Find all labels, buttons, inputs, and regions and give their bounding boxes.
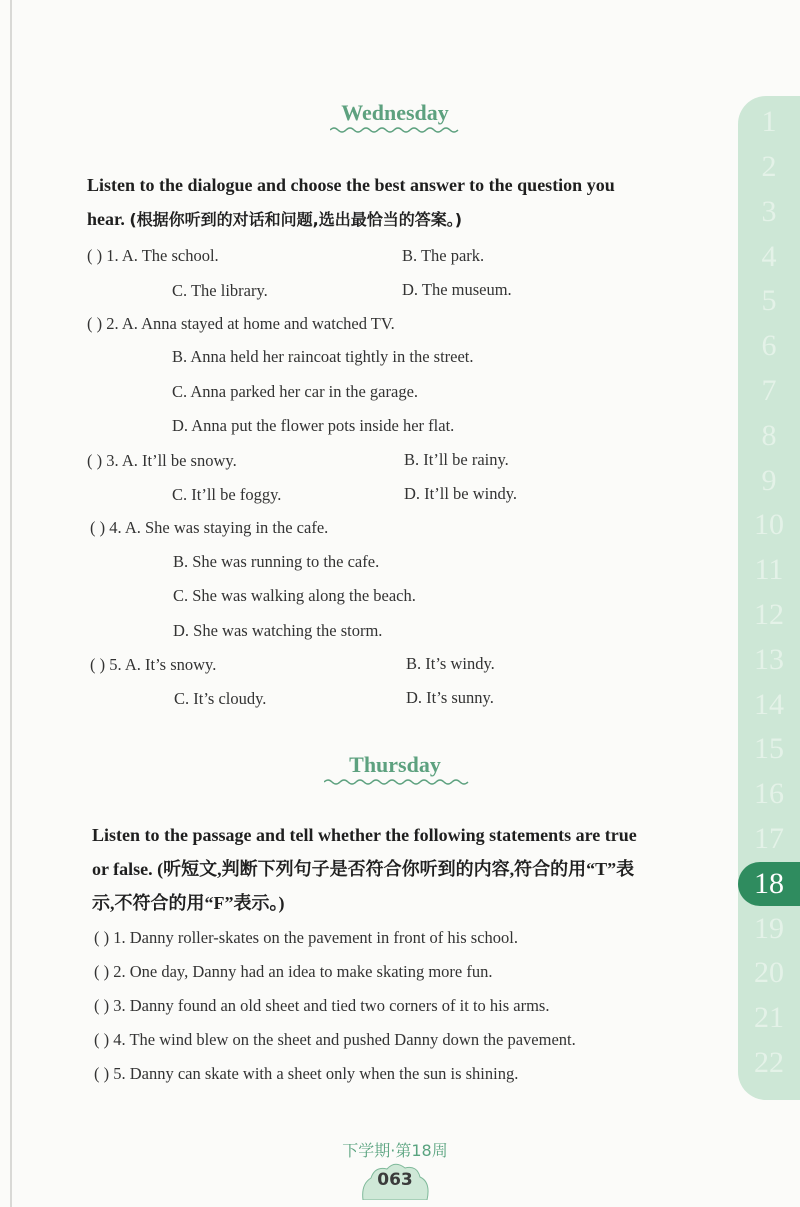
q5-option-b: B. It’s windy. <box>406 654 495 673</box>
week-tab-4[interactable]: 4 <box>761 239 777 273</box>
question-1: ( ) 1. A. The school. <box>87 246 219 265</box>
statement-3: ( ) 3. Danny found an old sheet and tied two corners of it to his arms. <box>94 996 550 1015</box>
week-tab-14[interactable]: 14 <box>754 687 784 721</box>
question-4: ( ) 4. A. She was staying in the cafe. <box>90 518 329 537</box>
week-tab-11[interactable]: 11 <box>754 553 784 587</box>
q3-option-d: D. It’ll be windy. <box>404 484 518 503</box>
week-tab-16[interactable]: 16 <box>754 777 784 811</box>
page-number-text: 063 <box>377 1170 413 1190</box>
week-tab-7[interactable]: 7 <box>761 374 777 408</box>
week-tab-19[interactable]: 19 <box>754 911 784 945</box>
q1-option-d: D. The museum. <box>402 280 512 299</box>
q4-option-b: B. She was running to the cafe. <box>173 552 380 571</box>
statement-1: ( ) 1. Danny roller-skates on the pavement in front of his school. <box>94 928 518 947</box>
wednesday-instruction: Listen to the dialogue and choose the best answer to the question you hear. (根据你听到的对话和问题,选出最恰当的答案。) <box>87 175 615 229</box>
week-tab-20[interactable]: 20 <box>754 956 784 990</box>
q1-option-c: C. The library. <box>172 281 268 300</box>
statement-4: ( ) 4. The wind blew on the sheet and pushed Danny down the pavement. <box>94 1030 576 1049</box>
wednesday-title: Wednesday <box>341 100 449 125</box>
q5-option-c: C. It’s cloudy. <box>174 689 267 708</box>
week-tab-8[interactable]: 8 <box>761 418 777 452</box>
week-tab-9[interactable]: 9 <box>761 463 777 497</box>
q5-option-d: D. It’s sunny. <box>406 688 494 707</box>
footer-title: 下学期·第18周 <box>342 1141 448 1160</box>
week-tab-2[interactable]: 2 <box>761 150 777 184</box>
q3-option-c: C. It’ll be foggy. <box>172 485 282 504</box>
title-underline <box>324 778 470 786</box>
q3-option-b: B. It’ll be rainy. <box>404 450 509 469</box>
q1-option-b: B. The park. <box>402 246 485 265</box>
q4-option-c: C. She was walking along the beach. <box>173 586 416 605</box>
week-tab-1[interactable]: 1 <box>761 105 777 139</box>
week-tab-17[interactable]: 17 <box>754 822 784 856</box>
week-tab-13[interactable]: 13 <box>754 642 784 676</box>
week-tab-15[interactable]: 15 <box>754 732 784 766</box>
thursday-instruction: Listen to the passage and tell whether the following statements are true or false. (听短文,判断下列句子是否符合你听到的内容,符合的用“T”表 示,不符合的用“F”表示。) <box>92 825 637 913</box>
week-tab-18[interactable]: 18 <box>738 862 800 907</box>
week-tab-3[interactable]: 3 <box>761 194 777 228</box>
week-tab-6[interactable]: 6 <box>761 329 777 363</box>
week-tab-10[interactable]: 10 <box>754 508 784 542</box>
week-tab-5[interactable]: 5 <box>761 284 777 318</box>
q2-option-c: C. Anna parked her car in the garage. <box>172 382 419 401</box>
question-5: ( ) 5. A. It’s snowy. <box>90 655 217 674</box>
thursday-title: Thursday <box>349 752 441 777</box>
q2-option-b: B. Anna held her raincoat tightly in the street. <box>172 347 474 366</box>
week-tab-22[interactable]: 22 <box>754 1046 784 1080</box>
statement-5: ( ) 5. Danny can skate with a sheet only when the sun is shining. <box>94 1064 519 1083</box>
statement-2: ( ) 2. One day, Danny had an idea to make skating more fun. <box>94 962 493 981</box>
page-number <box>357 1160 433 1200</box>
question-3: ( ) 3. A. It’ll be snowy. <box>87 451 237 470</box>
q2-option-d: D. Anna put the flower pots inside her flat. <box>172 416 455 435</box>
question-2: ( ) 2. A. Anna stayed at home and watched TV. <box>87 314 395 333</box>
week-tab-12[interactable]: 12 <box>754 598 784 632</box>
week-tab-21[interactable]: 21 <box>754 1001 784 1035</box>
title-underline <box>330 126 460 134</box>
page-edge <box>10 0 12 1207</box>
q4-option-d: D. She was watching the storm. <box>173 621 383 640</box>
